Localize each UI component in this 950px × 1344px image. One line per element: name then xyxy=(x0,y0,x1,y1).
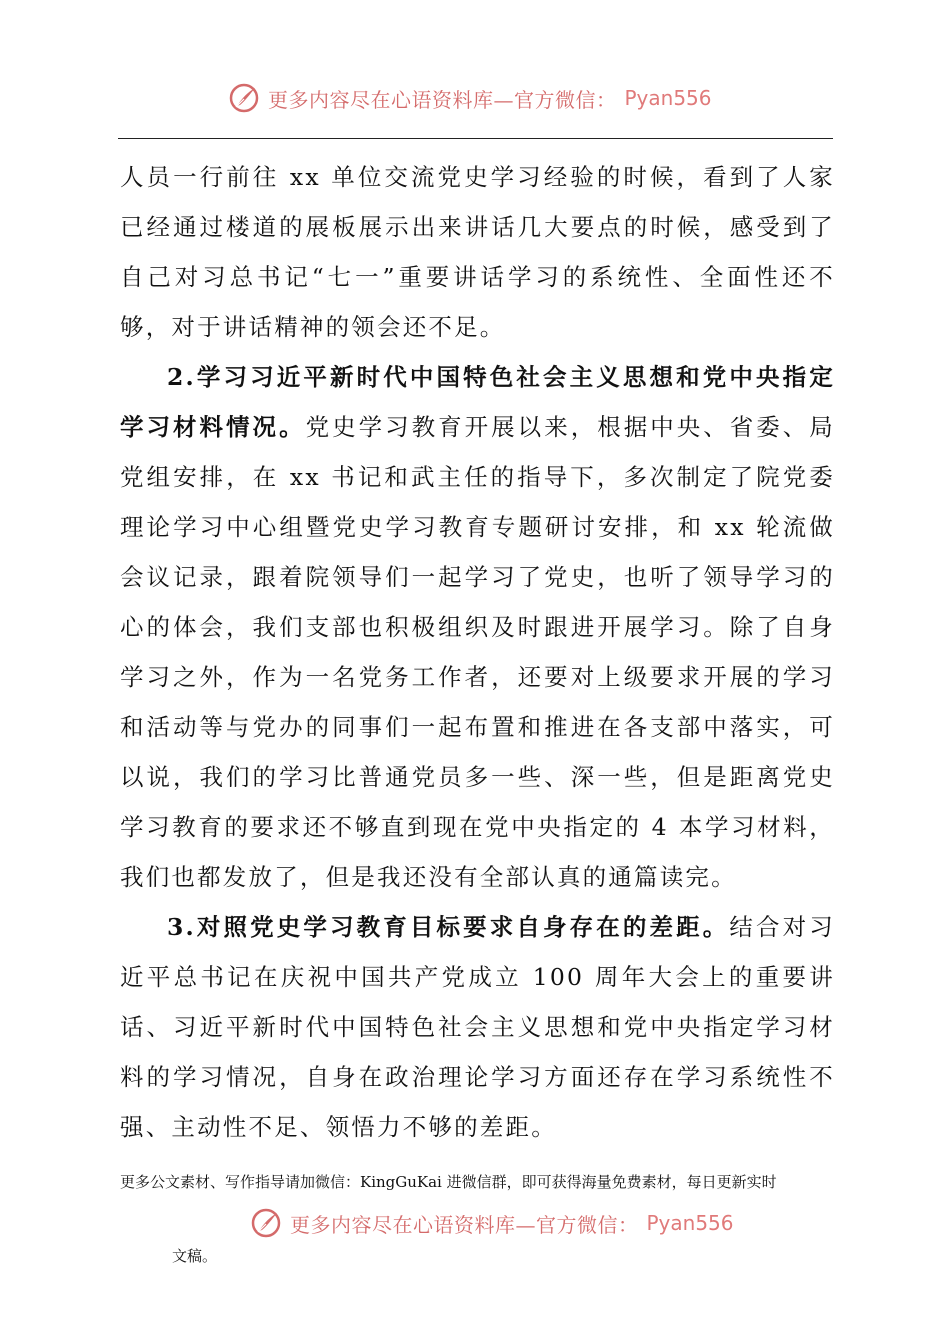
footer-tail: 文稿。 xyxy=(172,1247,218,1265)
document-body xyxy=(120,152,835,1152)
paragraph-2-heading: 2.学习习近平新时代中国特色社会主义思想和党中央指定学习材料情况。 xyxy=(120,363,835,441)
watermark-text: 更多内容尽在心语资料库—官方微信： xyxy=(268,87,617,112)
page-header xyxy=(118,82,833,139)
watermark-wechat-id: Pyan556 xyxy=(646,1211,734,1235)
paragraph-2 xyxy=(120,352,835,902)
paragraph-2-text: 党史学习教育开展以来，根据中央、省委、局党组安排，在 xx 书记和武主任的指导下，多次制定了院党委理论学习中心组暨党史学习教育专题研讨安排，和 xx 轮流做会议记录，跟着院领导们一起学习了党史，也听了领导学习的心的体会，我们支部也积极组织及时跟进开展学习。除了自身学习之外，作为一名党务工作者，还要对上级要求开展的学习和活动等与党办的同事们一起布置和推进在各支部中落实，可以说，我们的学习比普通党员多一些、深一些，但是距离党史学习教育的要求还不够直到现在党中央指定的 4 本学习材料，我们也都发放了，但是我还没有全部认真的通篇读完。 xyxy=(120,413,836,891)
paragraph-3-text: 结合对习近平总书记在庆祝中国共产党成立 100 周年大会上的重要讲话、习近平新时代中国特色社会主义思想和党中央指定学习材料的学习情况，自身在政治理论学习方面还存在学习系统性不强、主动性不足、领悟力不够的差距。 xyxy=(120,913,835,1141)
watermark-wechat-id: Pyan556 xyxy=(624,86,712,110)
paragraph-1 xyxy=(120,152,835,352)
watermark-text: 更多内容尽在心语资料库—官方微信： xyxy=(290,1212,639,1237)
paragraph-3 xyxy=(120,902,835,1152)
paragraph-3-heading: 3.对照党史学习教育目标要求自身存在的差距。 xyxy=(167,913,730,941)
feather-logo-icon xyxy=(228,82,260,114)
header-watermark xyxy=(228,82,712,114)
paragraph-1-text: 人员一行前往 xx 单位交流党史学习经验的时候，看到了人家已经通过楼道的展板展示出来讲话几大要点的时候，感受到了自己对习总书记“七一”重要讲话学习的系统性、全面性还不够，对于讲话精神的领会还不足。 xyxy=(120,163,835,341)
footer-watermark xyxy=(250,1207,734,1239)
footer-note: 更多公文素材、写作指导请加微信：KingGuKai 进微信群，即可获得海量免费素材，每日更新实时 xyxy=(120,1173,777,1191)
feather-logo-icon xyxy=(250,1207,282,1239)
